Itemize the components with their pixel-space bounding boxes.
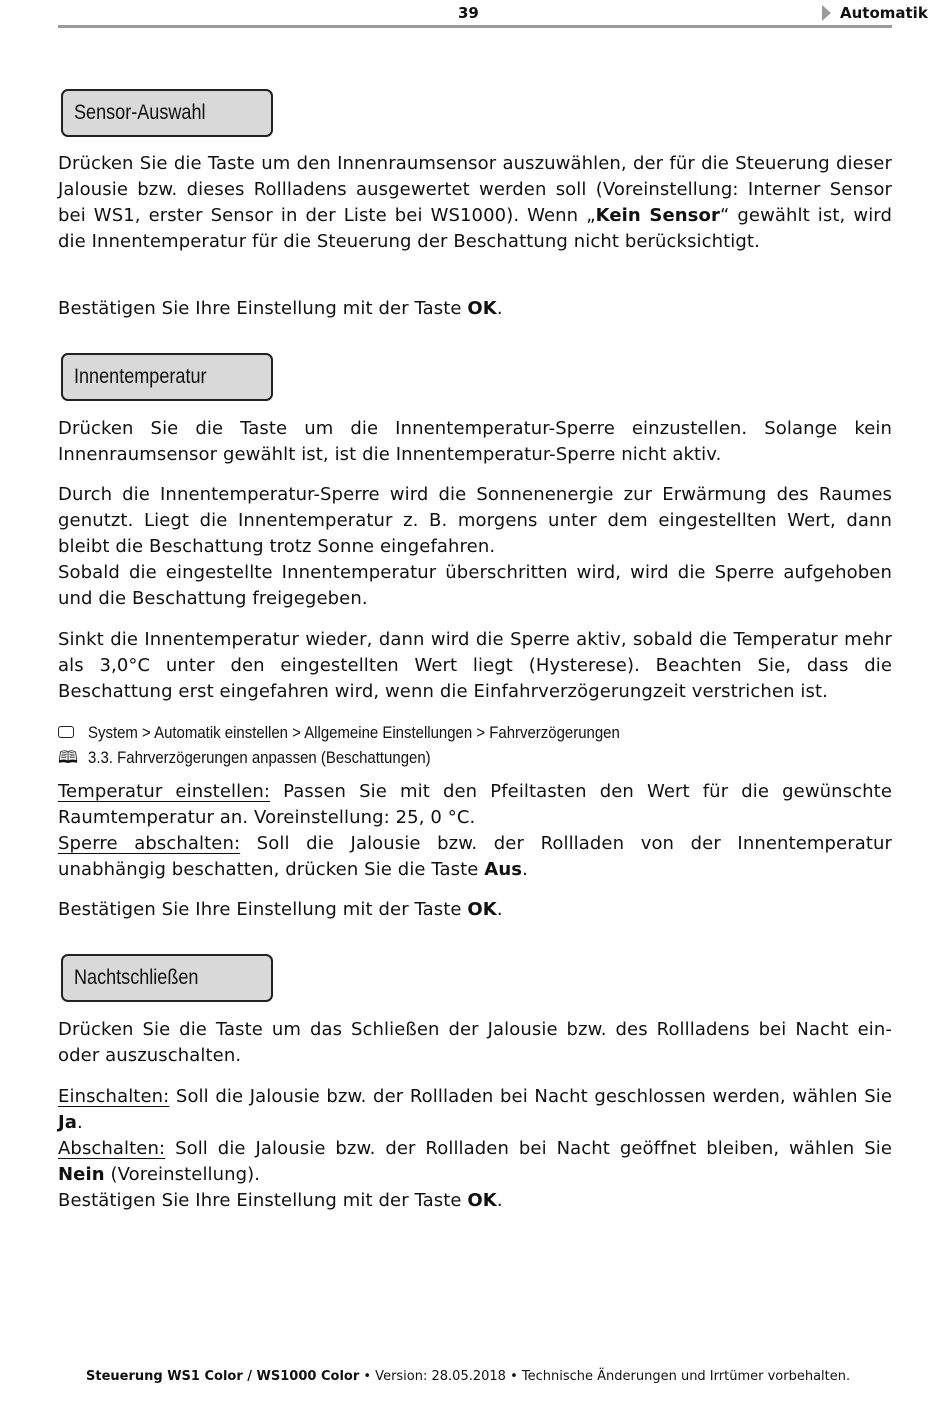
page-number: 39	[458, 4, 479, 22]
nacht-intro: Drücken Sie die Taste um das Schließen der Jalousie bzw. des Rollladens bei Nacht ein- oder auszuschalten.	[58, 1019, 892, 1066]
display-icon	[58, 726, 74, 738]
sensor-confirm: Bestätigen Sie Ihre Einstellung mit der Taste OK.	[58, 298, 503, 319]
page-footer: Steuerung WS1 Color / WS1000 Color • Version: 28.05.2018 • Technische Änderungen und Irrtümer vorbehalten.	[86, 1369, 851, 1384]
einschalten-label: Einschalten:	[58, 1086, 170, 1107]
sensor-description: Drücken Sie die Taste um den Innenraumsensor auszuwählen, der für die Steuerung dieser Jalousie bzw. dieses Rollladens ausgewertet werden soll (Voreinstellung: Interner Sensor bei WS1, erster Sensor in der Liste bei WS1000). Wenn „Kein Sensor“ gewählt ist, wird die Innentemperatur für die Steuerung der Beschattung nicht berücksichtigt.	[58, 153, 893, 252]
chevron-right-icon	[822, 5, 831, 21]
abschalten-label: Abschalten:	[58, 1138, 166, 1159]
section-title: Automatik	[840, 4, 928, 22]
sensor-auswahl-button-label: Sensor-Auswahl	[61, 89, 273, 137]
manual-chapter-reference: 🕮 3.3. Fahrverzögerungen anpassen (Beschattungen)	[58, 748, 431, 767]
nacht-options: Einschalten: Soll die Jalousie bzw. der Rollladen bei Nacht geschlossen werden, wählen Sie Ja. Abschalten: Soll die Jalousie bzw. der Rollladen bei Nacht geöffnet bleiben, wählen Sie Nein (Voreinstellung). Bestätigen Sie Ihre Einstellung mit der Taste OK.	[58, 1086, 892, 1211]
book-icon: 🕮	[58, 748, 79, 767]
innentemp-intro: Drücken Sie die Taste um die Innentemperatur-Sperre einzustellen. Solange kein Innenraumsensor gewählt ist, ist die Innentemperatur-Sperre nicht aktiv.	[58, 418, 892, 465]
sperre-abschalten-label: Sperre abschalten:	[58, 833, 241, 854]
nachtschliessen-button-label: Nachtschließen	[61, 954, 273, 1002]
page-header	[58, 0, 928, 28]
innentemp-options: Temperatur einstellen: Passen Sie mit den Pfeiltasten den Wert für die gewünschte Raumtemperatur an. Voreinstellung: 25, 0 °C. Sperre abschalten: Soll die Jalousie bzw. der Rollladen von der Innentemperatur unabhängig beschatten, drücken Sie die Taste Aus.	[58, 781, 893, 880]
menu-path-reference: System > Automatik einstellen > Allgemeine Einstellungen > Fahrverzögerungen	[58, 721, 692, 745]
innentemp-confirm: Bestätigen Sie Ihre Einstellung mit der Taste OK.	[58, 899, 503, 920]
header-rule	[58, 25, 892, 28]
innentemp-hysteresis: Sinkt die Innentemperatur wieder, dann wird die Sperre aktiv, sobald die Temperatur mehr als 3,0°C unter den eingestellten Wert liegt (Hysterese). Beachten Sie, dass die Beschattung erst eingefahren wird, wenn die Einfahrverzögerungzeit verstrichen ist.	[58, 629, 892, 702]
innentemp-explanation: Durch die Innentemperatur-Sperre wird die Sonnenenergie zur Erwärmung des Raumes genutzt. Liegt die Innentemperatur z. B. morgens unter dem eingestellten Wert, dann bleibt die Beschattung trotz Sonne eingefahren. Sobald die eingestellte Innentemperatur überschritten wird, wird die Sperre aufgehoben und die Beschattung freigegeben.	[58, 484, 892, 609]
temperatur-einstellen-label: Temperatur einstellen:	[58, 781, 271, 802]
innentemperatur-button-label: Innentemperatur	[61, 353, 273, 401]
